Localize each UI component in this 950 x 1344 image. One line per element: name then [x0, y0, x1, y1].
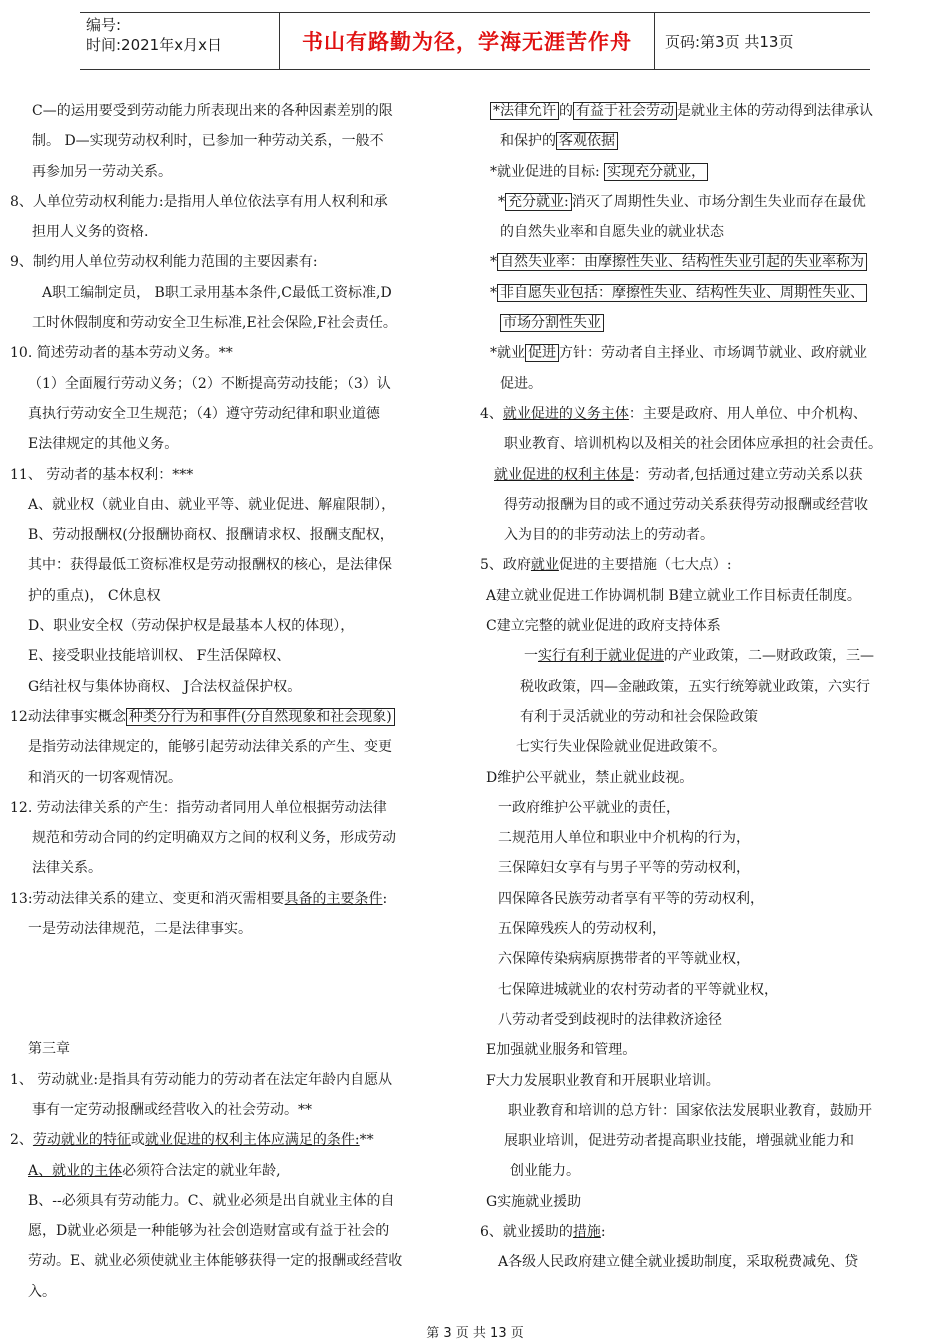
text-line: 12. 劳动法律关系的产生：指劳动者同用人单位根据劳动法律 — [10, 799, 387, 816]
text-line: 有利于灵活就业的劳动和社会保险政策 — [520, 708, 758, 725]
text-run: 促进的主要措施（七大点）: — [558, 557, 732, 574]
text-line: 是指劳动法律规定的，能够引起劳动法律关系的产生、变更 — [28, 739, 392, 756]
text-line: 入。 — [28, 1283, 56, 1300]
text-line — [480, 157, 925, 187]
boxed-text: 充分就业: — [505, 193, 572, 211]
text-line: 9、制约用人单位劳动权利能力范围的主要因素有: — [10, 254, 318, 271]
text-run: 13:劳动法律关系的建立、变更和消灭需相要 — [10, 890, 285, 907]
text-line — [10, 884, 458, 914]
text-run: * — [490, 284, 497, 301]
text-line: 五保障残疾人的劳动权利， — [498, 921, 666, 938]
text-run: 5、政府 — [480, 557, 531, 574]
text-run: 的产业政策，二—财政政策，三— — [664, 648, 874, 665]
text-line: 得劳动报酬为目的或不通过劳动关系获得劳动报酬或经营收 — [504, 496, 868, 513]
text-run: *就业 — [490, 345, 525, 362]
text-line — [10, 1156, 458, 1186]
underlined-text: 就业 — [530, 557, 559, 574]
underlined-text: 就业促进的权利主体是 — [494, 466, 634, 483]
text-run: ** — [359, 1132, 374, 1149]
text-line: D、职业安全权（劳动保护权是最基本人权的体现）， — [28, 618, 355, 635]
text-line: 的自然失业率和自愿失业的就业状态 — [500, 224, 724, 241]
text-run: 必须符合法定的就业年龄, — [122, 1162, 281, 1179]
text-line: 愿，D就业必须是一种能够为社会创造财富或有益于社会的 — [28, 1223, 390, 1240]
text-line: 护的重点)， C休息权 — [28, 587, 161, 604]
underlined-text: 就业促进的权利主体应满足的条件: — [144, 1132, 360, 1149]
text-line: C建立完整的就业促进的政府支持体系 — [486, 618, 721, 635]
text-line: 七保障进城就业的农村劳动者的平等就业权， — [498, 981, 778, 998]
text-line: C—的运用要受到劳动能力所表现出来的各种因素差别的限 — [32, 103, 393, 119]
text-line: E加强就业服务和管理。 — [486, 1042, 637, 1059]
text-line: 再参加另一劳动关系。 — [32, 163, 172, 180]
text-line — [480, 187, 925, 217]
text-line: 七实行失业保险就业促进政策不。 — [516, 739, 726, 756]
right-column — [480, 96, 925, 1278]
text-run: 4、 — [480, 405, 503, 422]
chapter-heading: 第三章 — [28, 1041, 70, 1058]
text-line: 三保障妇女享有与男子平等的劳动权利， — [498, 860, 750, 877]
boxed-text: *法律允许 — [490, 102, 559, 120]
underlined-text: 就业促进的义务主体 — [502, 405, 629, 422]
text-line: 税收政策，四—金融政策，五实行统筹就业政策，六实行 — [520, 678, 870, 695]
underlined-text: 措施 — [572, 1223, 601, 1240]
text-line: 真执行劳动安全卫生规范；（4）遵守劳动纪律和职业道德 — [28, 405, 380, 422]
text-run: 一 — [524, 648, 538, 665]
boxed-text: 实现充分就业， — [604, 163, 708, 181]
text-line: A建立就业促进工作协调机制 B建立就业工作目标责任制度。 — [486, 587, 861, 604]
text-line: 六保障传染病病原携带者的平等就业权， — [498, 951, 750, 968]
text-line — [10, 1125, 458, 1155]
boxed-text: 非自愿失业包括：摩擦性失业、结构性失业、周期性失业、 — [497, 284, 867, 302]
header-page-info: 页码:第3页 共13页 — [665, 32, 794, 51]
text-line: 8、人单位劳动权利能力:是指用人单位依法享有用人权利和承 — [10, 193, 388, 210]
text-line: G结社权与集体协商权、 J合法权益保护权。 — [28, 678, 302, 695]
text-run: * — [498, 193, 505, 210]
text-line: 担用人义务的资格. — [32, 224, 149, 241]
header-motto: 书山有路勤为径，学海无涯苦作舟 — [280, 13, 655, 69]
text-line: 一是劳动法律规范，二是法律事实。 — [28, 921, 252, 938]
text-run: 12动法律事实概念 — [10, 708, 126, 725]
text-line: 规范和劳动合同的约定明确双方之间的权利义务，形成劳动 — [32, 830, 396, 847]
spacer — [10, 944, 458, 1034]
text-line: 入为目的的非劳动法上的劳动者。 — [504, 527, 714, 544]
text-line — [480, 308, 925, 338]
text-line — [480, 247, 925, 277]
underlined-text: A、就业的主体 — [28, 1162, 123, 1179]
text-line: 11、 劳动者的基本权利：*** — [10, 466, 194, 483]
text-line: B、--必须具有劳动能力。C、就业必须是出自就业主体的自 — [28, 1192, 395, 1209]
text-line — [480, 126, 925, 156]
text-line: 其中：获得最低工资标准权是劳动报酬权的核心，是法律保 — [28, 557, 392, 574]
text-line: B、劳动报酬权(分报酬协商权、报酬请求权、报酬支配权， — [28, 527, 394, 544]
header-meta — [80, 13, 280, 69]
text-line: 职业教育、培训机构以及相关的社会团体应承担的社会责任。 — [504, 436, 882, 453]
boxed-text: 自然失业率：由摩擦性失业、结构性失业引起的失业率称为 — [497, 253, 867, 271]
text-line: 二规范用人单位和职业中介机构的行为， — [498, 830, 750, 847]
text-run: 2、 — [10, 1132, 33, 1149]
boxed-text: 种类分行为和事件(分自然现象和社会现象) — [126, 708, 395, 726]
text-run: 的 — [559, 103, 573, 119]
text-run: 消灭了周期性失业、市场分割生失业而存在最优 — [571, 193, 866, 210]
text-line — [480, 550, 925, 580]
left-column — [10, 96, 458, 1307]
text-line: （1）全面履行劳动义务；（2）不断提高劳动技能；（3）认 — [28, 375, 391, 392]
text-line: 10. 简述劳动者的基本劳动义务。** — [10, 345, 233, 362]
text-line — [480, 460, 925, 490]
text-line: E、接受职业技能培训权、 F生活保障权、 — [28, 648, 291, 665]
text-line: 1、 劳动就业:是指具有劳动能力的劳动者在法定年龄内自愿从 — [10, 1071, 393, 1088]
text-line — [480, 399, 925, 429]
text-line: D维护公平就业，禁止就业歧视。 — [486, 769, 694, 786]
text-line: 劳动。E、就业必须使就业主体能够获得一定的报酬或经营收 — [28, 1253, 403, 1270]
time-label: 时间:2021年x月x日 — [86, 36, 222, 54]
underlined-text: 劳动就业的特征 — [32, 1132, 131, 1149]
text-run: *就业促进的目标: — [490, 163, 605, 180]
text-run: : — [382, 890, 388, 907]
text-line: 四保障各民族劳动者享有平等的劳动权利， — [498, 890, 764, 907]
text-line: F大力发展职业教育和开展职业培训。 — [486, 1072, 720, 1089]
boxed-text: 客观依据 — [556, 132, 618, 150]
text-run: 或 — [130, 1132, 145, 1149]
text-run: 是就业主体的劳动得到法律承认 — [677, 103, 873, 119]
text-line — [480, 278, 925, 308]
text-line: 八劳动者受到歧视时的法律救济途径 — [498, 1011, 722, 1028]
number-label: 编号: — [86, 16, 122, 34]
text-run: 和保护的 — [500, 133, 556, 150]
text-line: 制。 D—实现劳动权利时，已参加一种劳动关系，一般不 — [32, 133, 384, 150]
text-line: A职工编制定员， B职工录用基本条件,C最低工资标准,D — [42, 284, 392, 301]
text-line: 工时休假制度和劳动安全卫生标准,E社会保险,F社会责任。 — [32, 315, 397, 332]
text-line — [10, 702, 458, 732]
text-line: A各级人民政府建立健全就业援助制度，采取税费减免、贷 — [498, 1254, 859, 1271]
text-line — [480, 1217, 925, 1247]
text-run: ：主要是政府、用人单位、中介机构、 — [628, 405, 867, 422]
text-line: 事有一定劳动报酬或经营收入的社会劳动。** — [32, 1101, 312, 1118]
text-line: 职业教育和培训的总方针：国家依法发展职业教育，鼓励开 — [508, 1102, 872, 1119]
text-line: G实施就业援助 — [486, 1193, 582, 1210]
text-run: 6、就业援助的 — [480, 1223, 573, 1240]
boxed-text: 促进 — [525, 344, 559, 362]
text-line: A、就业权（就业自由、就业平等、就业促进、解雇限制）， — [28, 496, 396, 513]
text-line — [480, 641, 925, 671]
page-header — [80, 12, 870, 70]
text-run: 方针：劳动者自主择业、市场调节就业、政府就业 — [559, 345, 867, 362]
text-run: : — [600, 1223, 606, 1240]
text-line: 促进。 — [500, 375, 542, 392]
text-line: E法律规定的其他义务。 — [28, 436, 179, 453]
text-line: 创业能力。 — [510, 1163, 580, 1180]
boxed-text: 市场分割性失业 — [500, 314, 604, 332]
boxed-text: 有益于社会劳动 — [573, 102, 677, 120]
text-line — [480, 96, 925, 126]
page-footer: 第 3 页 共 13 页 — [426, 1326, 524, 1341]
text-line: 和消灭的一切客观情况。 — [28, 769, 182, 786]
text-line: 展职业培训，促进劳动者提高职业技能，增强就业能力和 — [504, 1133, 854, 1150]
text-line: 法律关系。 — [32, 860, 102, 877]
underlined-text: 实行有利于就业促进 — [538, 648, 664, 665]
text-line — [480, 338, 925, 368]
text-run: * — [490, 254, 497, 271]
text-line: 一政府维护公平就业的责任， — [498, 799, 680, 816]
underlined-text: 具备的主要条件 — [284, 890, 383, 907]
text-run: ：劳动者,包括通过建立劳动关系以获 — [634, 466, 863, 483]
